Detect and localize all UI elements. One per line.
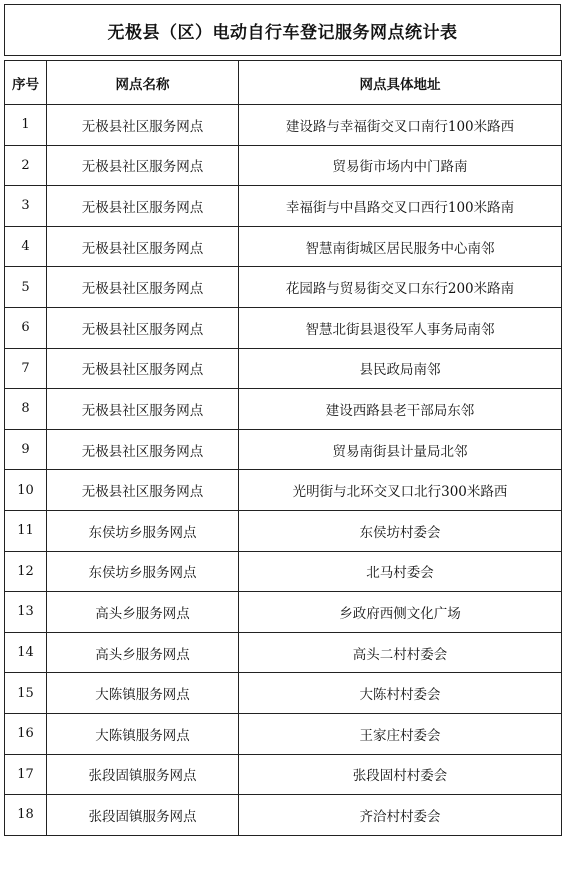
header-point-name: 网点名称	[47, 61, 239, 105]
cell-point-name: 高头乡服务网点	[47, 632, 239, 673]
cell-point-name: 无极县社区服务网点	[47, 389, 239, 430]
cell-index: 18	[5, 795, 47, 836]
table-row	[5, 105, 562, 146]
table-row	[5, 510, 562, 551]
cell-point-name: 无极县社区服务网点	[47, 267, 239, 308]
table-row	[5, 632, 562, 673]
cell-index: 3	[5, 186, 47, 227]
table-title: 无极县（区）电动自行车登记服务网点统计表	[4, 4, 561, 56]
cell-address: 贸易南街县计量局北邻	[239, 429, 562, 470]
cell-address: 幸福街与中昌路交叉口西行100米路南	[239, 186, 562, 227]
cell-point-name: 大陈镇服务网点	[47, 713, 239, 754]
cell-point-name: 高头乡服务网点	[47, 592, 239, 633]
table-row	[5, 713, 562, 754]
cell-index: 16	[5, 713, 47, 754]
service-points-table	[4, 60, 562, 836]
cell-point-name: 东侯坊乡服务网点	[47, 551, 239, 592]
header-address: 网点具体地址	[239, 61, 562, 105]
cell-index: 14	[5, 632, 47, 673]
table-row	[5, 429, 562, 470]
cell-index: 2	[5, 145, 47, 186]
cell-address: 建设路与幸福街交叉口南行100米路西	[239, 105, 562, 146]
cell-index: 8	[5, 389, 47, 430]
cell-point-name: 张段固镇服务网点	[47, 795, 239, 836]
table-row	[5, 145, 562, 186]
table-row	[5, 795, 562, 836]
cell-index: 4	[5, 226, 47, 267]
cell-index: 5	[5, 267, 47, 308]
cell-point-name: 东侯坊乡服务网点	[47, 510, 239, 551]
table-row	[5, 673, 562, 714]
cell-point-name: 无极县社区服务网点	[47, 186, 239, 227]
cell-index: 12	[5, 551, 47, 592]
cell-point-name: 张段固镇服务网点	[47, 754, 239, 795]
cell-address: 齐洽村村委会	[239, 795, 562, 836]
cell-address: 建设西路县老干部局东邻	[239, 389, 562, 430]
cell-address: 乡政府西侧文化广场	[239, 592, 562, 633]
cell-address: 北马村委会	[239, 551, 562, 592]
cell-point-name: 无极县社区服务网点	[47, 105, 239, 146]
cell-address: 县民政局南邻	[239, 348, 562, 389]
table-row	[5, 348, 562, 389]
table-row	[5, 389, 562, 430]
table-row	[5, 592, 562, 633]
cell-point-name: 无极县社区服务网点	[47, 348, 239, 389]
cell-point-name: 大陈镇服务网点	[47, 673, 239, 714]
cell-address: 花园路与贸易街交叉口东行200米路南	[239, 267, 562, 308]
cell-address: 东侯坊村委会	[239, 510, 562, 551]
cell-address: 智慧北街县退役军人事务局南邻	[239, 307, 562, 348]
table-row	[5, 307, 562, 348]
cell-point-name: 无极县社区服务网点	[47, 470, 239, 511]
cell-address: 光明街与北环交叉口北行300米路西	[239, 470, 562, 511]
cell-index: 9	[5, 429, 47, 470]
table-body	[5, 105, 562, 836]
table-row	[5, 754, 562, 795]
cell-index: 15	[5, 673, 47, 714]
cell-index: 7	[5, 348, 47, 389]
cell-index: 13	[5, 592, 47, 633]
cell-index: 1	[5, 105, 47, 146]
cell-point-name: 无极县社区服务网点	[47, 429, 239, 470]
table-row	[5, 267, 562, 308]
cell-index: 6	[5, 307, 47, 348]
table-row	[5, 186, 562, 227]
cell-point-name: 无极县社区服务网点	[47, 307, 239, 348]
cell-address: 大陈村村委会	[239, 673, 562, 714]
header-row	[5, 61, 562, 105]
cell-index: 17	[5, 754, 47, 795]
cell-address: 高头二村村委会	[239, 632, 562, 673]
cell-address: 智慧南街城区居民服务中心南邻	[239, 226, 562, 267]
table-row	[5, 470, 562, 511]
table-row	[5, 226, 562, 267]
table-row	[5, 551, 562, 592]
cell-address: 张段固村村委会	[239, 754, 562, 795]
cell-address: 贸易街市场内中门路南	[239, 145, 562, 186]
table-header	[5, 61, 562, 105]
cell-index: 11	[5, 510, 47, 551]
cell-index: 10	[5, 470, 47, 511]
cell-address: 王家庄村委会	[239, 713, 562, 754]
cell-point-name: 无极县社区服务网点	[47, 145, 239, 186]
cell-point-name: 无极县社区服务网点	[47, 226, 239, 267]
header-index: 序号	[5, 61, 47, 105]
statistics-sheet	[4, 4, 561, 836]
